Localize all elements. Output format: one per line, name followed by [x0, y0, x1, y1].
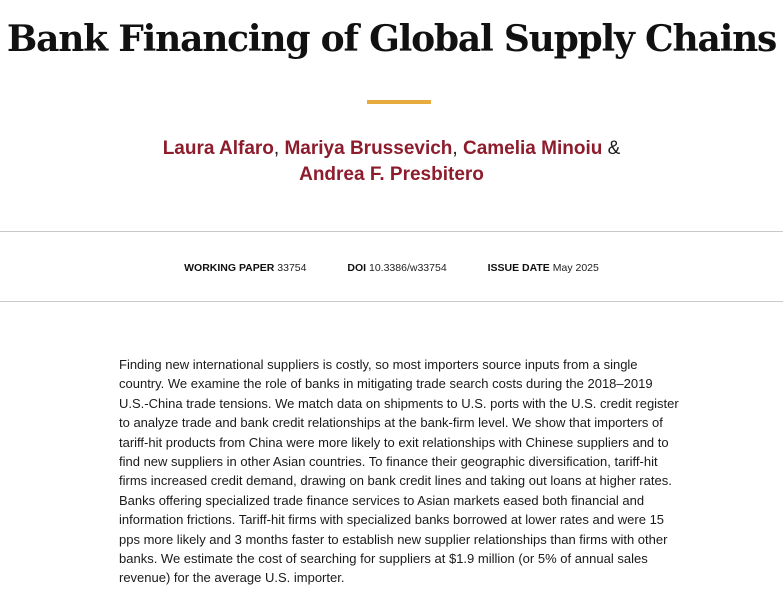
working-paper-number: 33754	[277, 262, 307, 274]
issue-date-meta	[488, 261, 599, 275]
paper-metadata-bar	[0, 231, 783, 302]
page-title: Bank Financing of Global Supply Chains	[6, 18, 777, 60]
doi-value: 10.3386/w33754	[369, 262, 447, 274]
issue-date-label: ISSUE DATE	[487, 262, 550, 274]
author-separator: ,	[273, 138, 285, 159]
author-link-andrea-presbitero[interactable]: Andrea F. Presbitero	[299, 164, 484, 185]
author-link-mariya-brussevich[interactable]: Mariya Brussevich	[284, 138, 453, 159]
doi-label: DOI	[347, 262, 367, 274]
doi-meta	[347, 261, 446, 275]
author-separator: &	[602, 138, 621, 159]
paper-metadata-items	[0, 261, 783, 275]
working-paper-label: WORKING PAPER	[184, 262, 275, 274]
title-accent-divider	[367, 100, 431, 104]
issue-date-value: May 2025	[552, 262, 599, 274]
abstract-text: Finding new international suppliers is costly, so most importers source inputs from a single country. We examine the role of banks in mitigating trade search costs during the 2018–2019 U.S.-China trade tensions. We match data on shipments to U.S. ports with the U.S. credit register to analyze trade and bank credit relationships at the bank-firm level. We show that importers of tariff-hit products from China were more likely to exit relationships with Chinese suppliers and to find new suppliers in other Asian countries. To finance their geographic diversification, tariff-hit firms increased credit demand, drawing on bank credit lines and taking out loans at higher rates. Banks offering specialized trade finance services to Asian markets eased both financial and information frictions. Tariff-hit firms with specialized banks borrowed at lower rates and were 15 pps more likely and 3 months faster to establish new supplier relationships than firms with other banks. We estimate the cost of searching for suppliers at $1.9 million (or 5% of annual sales revenue) for the average U.S. importer.	[119, 357, 679, 586]
working-paper-meta	[184, 261, 306, 275]
author-link-laura-alfaro[interactable]: Laura Alfaro	[162, 138, 274, 159]
author-link-camelia-minoiu[interactable]: Camelia Minoiu	[462, 138, 603, 159]
author-separator: ,	[452, 138, 463, 159]
author-list	[100, 136, 683, 188]
